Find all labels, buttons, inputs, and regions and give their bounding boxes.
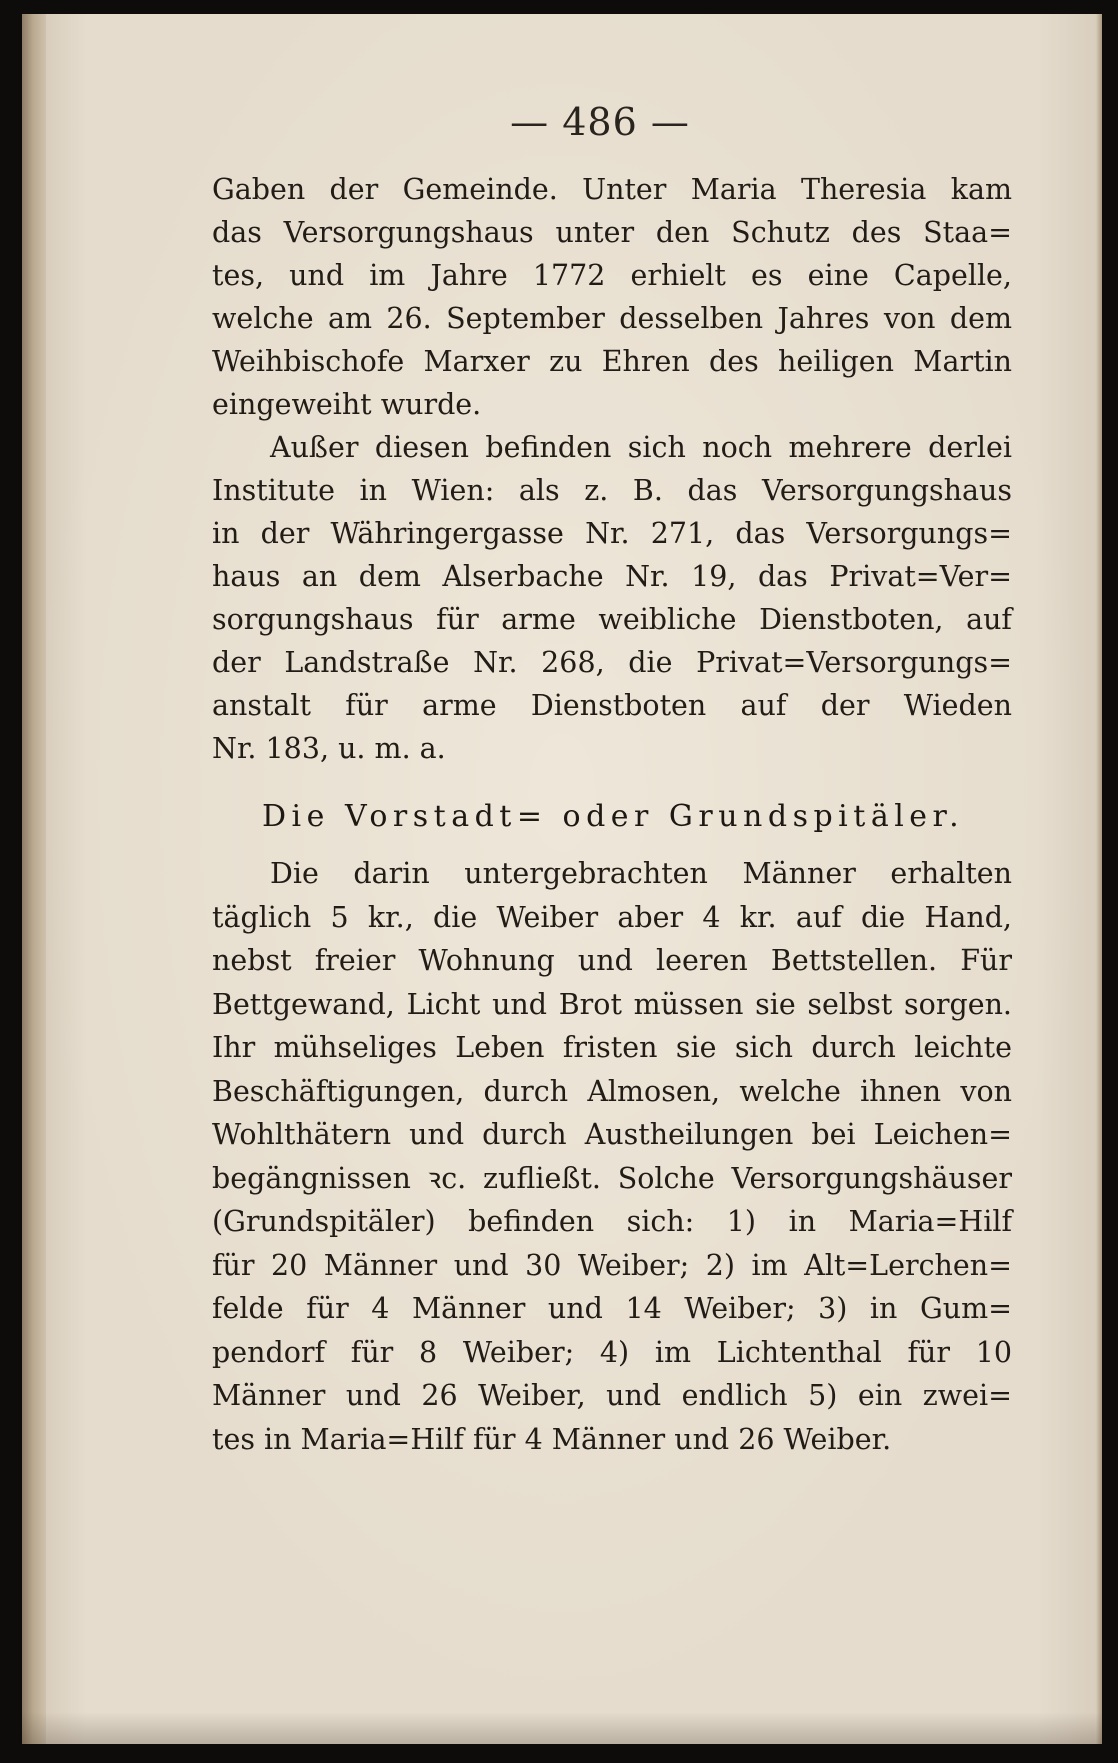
text-line: Bettgewand, Licht und Brot müssen sie selbst sorgen. [212,987,1012,1021]
text-line: Ihr mühseliges Leben fristen sie sich durch leichte [212,1031,1012,1064]
text-line: in der Währingergasse Nr. 271, das Versorgungs= [212,517,1012,550]
text-line: eingeweiht wurde. [212,388,482,421]
text-line: täglich 5 kr., die Weiber aber 4 kr. auf die Hand, [212,900,1012,934]
text-line: tes, und im Jahre 1772 erhielt es eine Capelle, [212,259,1012,292]
text-line: Außer diesen befinden sich noch mehrere derlei [270,431,1012,464]
paragraph-3 [212,852,1012,1461]
page-body [212,168,1012,1461]
text-line: für 20 Männer und 30 Weiber; 2) im Alt=Lerchen= [212,1248,1012,1282]
text-line: Weihbischofe Marxer zu Ehren des heiligen Martin [212,345,1012,378]
text-line: tes in Maria=Hilf für 4 Männer und 26 Weiber. [212,1422,892,1456]
text-line: Wohlthätern und durch Austheilungen bei Leichen= [212,1118,1012,1151]
text-line: Männer und 26 Weiber, und endlich 5) ein zwei= [212,1379,1012,1412]
text-line: das Versorgungshaus unter den Schutz des Staa= [212,216,1012,249]
text-line: Institute in Wien: als z. B. das Versorgungshaus [212,474,1012,507]
book-gutter [22,14,46,1744]
text-line: nebst freier Wohnung und leeren Bettstellen. Für [212,944,1012,977]
text-line: (Grundspitäler) befinden sich: 1) in Maria=Hilf [212,1205,1012,1238]
text-line: anstalt für arme Dienstboten auf der Wieden [212,689,1012,722]
text-line: Nr. 183, u. m. a. [212,732,446,765]
page-bottom-shadow [22,1712,1102,1744]
text-line: Beschäftigungen, durch Almosen, welche ihnen von [212,1074,1012,1108]
text-line: begängnissen ꝛc. zufließt. Solche Versorgungshäuser [212,1161,1012,1195]
section-heading: Die Vorstadt= oder Grundspitäler. [262,799,965,834]
text-line: felde für 4 Männer und 14 Weiber; 3) in Gum= [212,1292,1012,1325]
paragraph-1 [212,168,1012,426]
text-line: sorgungshaus für arme weibliche Dienstboten, auf [212,603,1012,636]
text-line: der Landstraße Nr. 268, die Privat=Versorgungs= [212,646,1012,679]
page-number: — 486 — [510,100,690,144]
text-line: haus an dem Alserbache Nr. 19, das Privat=Ver= [212,560,1012,593]
paragraph-2 [212,426,1012,770]
text-line: pendorf für 8 Weiber; 4) im Lichtenthal für 10 [212,1335,1012,1369]
text-line: Die darin untergebrachten Männer erhalten [270,857,1012,890]
page-edge [1096,14,1102,1744]
text-line: Gaben der Gemeinde. Unter Maria Theresia kam [212,173,1012,206]
text-line: welche am 26. September desselben Jahres von dem [212,302,1012,335]
